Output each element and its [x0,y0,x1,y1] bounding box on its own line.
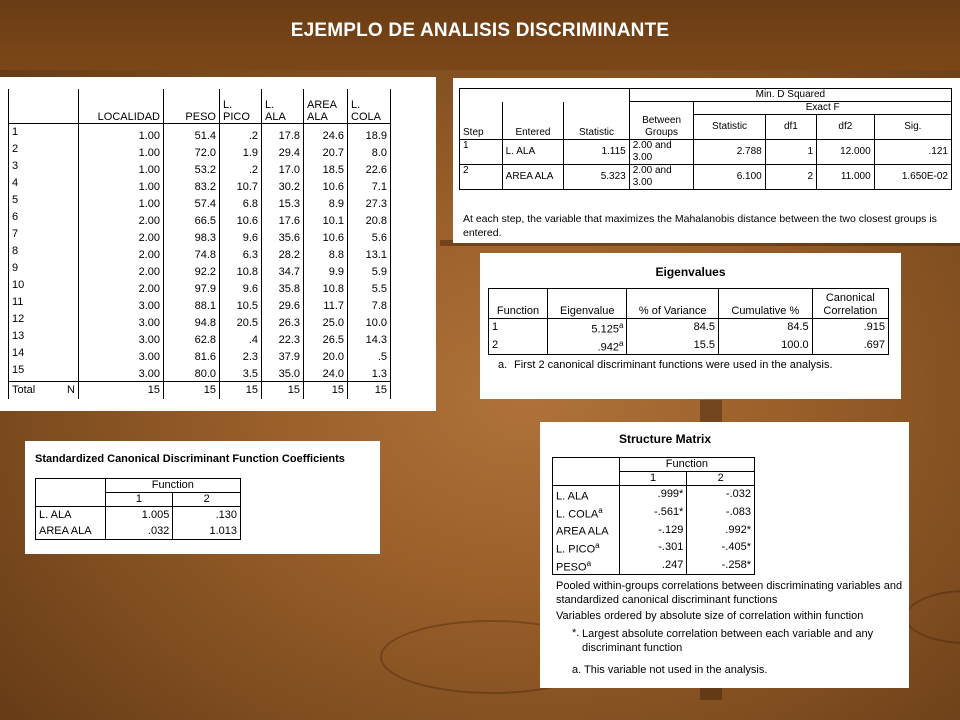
eigenvalues-title: Eigenvalues [655,265,726,279]
column-header: PESO [164,89,220,124]
canonical-correlation-header: Canonical Correlation [812,289,888,319]
table-row: L. PICO$^a$ -.301 -.405* [553,539,755,557]
column-header: L. ALA [262,89,304,124]
data-table-panel [0,77,436,411]
coefficients-table: Function 1 2 L. ALA 1.005 .130 AREA ALA .032 1.013 [35,478,241,540]
df1-header: df1 [765,115,816,140]
column-header: LOCALIDAD [79,89,164,124]
structure-star-note: Largest absolute correlation between each variable and any discriminant function [582,628,874,654]
eigenvalues-table [488,288,889,355]
table-row: 12 3.00 94.8 20.5 26.3 25.0 10.0 [9,313,391,330]
sig-header: Sig. [874,115,951,140]
table-row: 15 3.00 80.0 3.5 35.0 24.0 1.3 [9,364,391,382]
column-header: AREA ALA [304,89,348,124]
structure-matrix-panel [540,422,909,688]
table-row: 1 L. ALA 1.115 2.00 and 3.00 2.788 1 12.000 .121 [460,139,952,164]
min-d-squared-header: Min. D Squared [629,89,951,102]
total-row: Total N 15 15 15 15 15 15 [9,382,391,400]
pct-variance-header: % of Variance [627,289,719,319]
table-row: 2 1.00 72.0 1.9 29.4 20.7 8.0 [9,143,391,160]
table-row: 3 1.00 53.2 .2 17.0 18.5 22.6 [9,160,391,177]
scale-pan-right-decoration [905,590,960,644]
table-row: 8 2.00 74.8 6.3 28.2 8.8 13.1 [9,245,391,262]
table-row: 1 5.125$^a$ 84.5 84.5 .915 [489,319,889,337]
coefficients-panel [25,441,380,554]
table-row: 14 3.00 81.6 2.3 37.9 20.0 .5 [9,347,391,364]
structure-matrix-table: Function 1 2 L. ALA .999* -.032 L. COLA$^a$ -.561* -.083 AREA ALA -.129 .992* L. PICO$^a$ -.301 -.405* PESO$^a$ .247 -.258* [552,457,755,575]
structure-note-ordered: Variables ordered by absolute size of correlation within function [556,610,864,622]
column-header: L. COLA [348,89,391,124]
data-table [8,89,391,399]
structure-a-note: This variable not used in the analysis. [584,664,768,676]
cumulative-header: Cumulative % [719,289,813,319]
step-header: Step [460,115,503,140]
table-row: L. ALA 1.005 .130 [36,507,241,524]
between-groups-header: Between Groups [629,115,694,140]
eigen-footnote-mark: a. [498,359,508,371]
structure-a-mark: a. [572,664,582,676]
table-row: 10 2.00 97.9 9.6 35.8 10.8 5.5 [9,279,391,296]
statistic-header: Statistic [564,115,630,140]
table-row: 4 1.00 83.2 10.7 30.2 10.6 7.1 [9,177,391,194]
eigen-footnote: First 2 canonical discriminant functions were used in the analysis. [514,359,833,371]
table-row: 5 1.00 57.4 6.8 15.3 8.9 27.3 [9,194,391,211]
table-row: 9 2.00 92.2 10.8 34.7 9.9 5.9 [9,262,391,279]
table-row: 7 2.00 98.3 9.6 35.6 10.6 5.6 [9,228,391,245]
structure-note-pooled: Pooled within-groups correlations between discriminating variables and standardized canonical discriminant functions [556,580,903,606]
coefficients-title: Standardized Canonical Discriminant Function Coefficients [35,453,345,465]
table-row: 2 AREA ALA 5.323 2.00 and 3.00 6.100 2 11.000 1.650E-02 [460,164,952,189]
table-row: 2 .942$^a$ 15.5 100.0 .697 [489,337,889,355]
table-row: 1 1.00 51.4 .2 17.8 24.6 18.9 [9,124,391,144]
column-header: L. PICO [220,89,262,124]
entered-header: Entered [502,115,564,140]
structure-star-mark: *. [572,627,580,639]
stepwise-panel [453,78,960,243]
exact-f-header: Exact F [694,102,952,115]
eigenvalue-header: Eigenvalue [548,289,627,319]
column-header [9,89,79,124]
table-row: L. COLA$^a$ -.561* -.083 [553,504,755,522]
table-row: L. ALA .999* -.032 [553,486,755,504]
df2-header: df2 [817,115,875,140]
slide-title: EJEMPLO DE ANALISIS DISCRIMINANTE [290,20,670,41]
table-row: 13 3.00 62.8 .4 22.3 26.5 14.3 [9,330,391,347]
table-row: 11 3.00 88.1 10.5 29.6 11.7 7.8 [9,296,391,313]
table-row: AREA ALA .032 1.013 [36,523,241,540]
eigenvalues-panel [480,253,901,399]
table-row: AREA ALA -.129 .992* [553,521,755,539]
structure-matrix-title: Structure Matrix [618,432,712,446]
stepwise-table [459,88,952,190]
f-statistic-header: Statistic [694,115,765,140]
function-header: Function [489,289,548,319]
data-table-header [9,89,391,124]
table-row: PESO$^a$ .247 -.258* [553,557,755,575]
stepwise-footnote: At each step, the variable that maximizes the Mahalanobis distance between the two closest groups is entered. [463,213,937,239]
table-row: 6 2.00 66.5 10.6 17.6 10.1 20.8 [9,211,391,228]
